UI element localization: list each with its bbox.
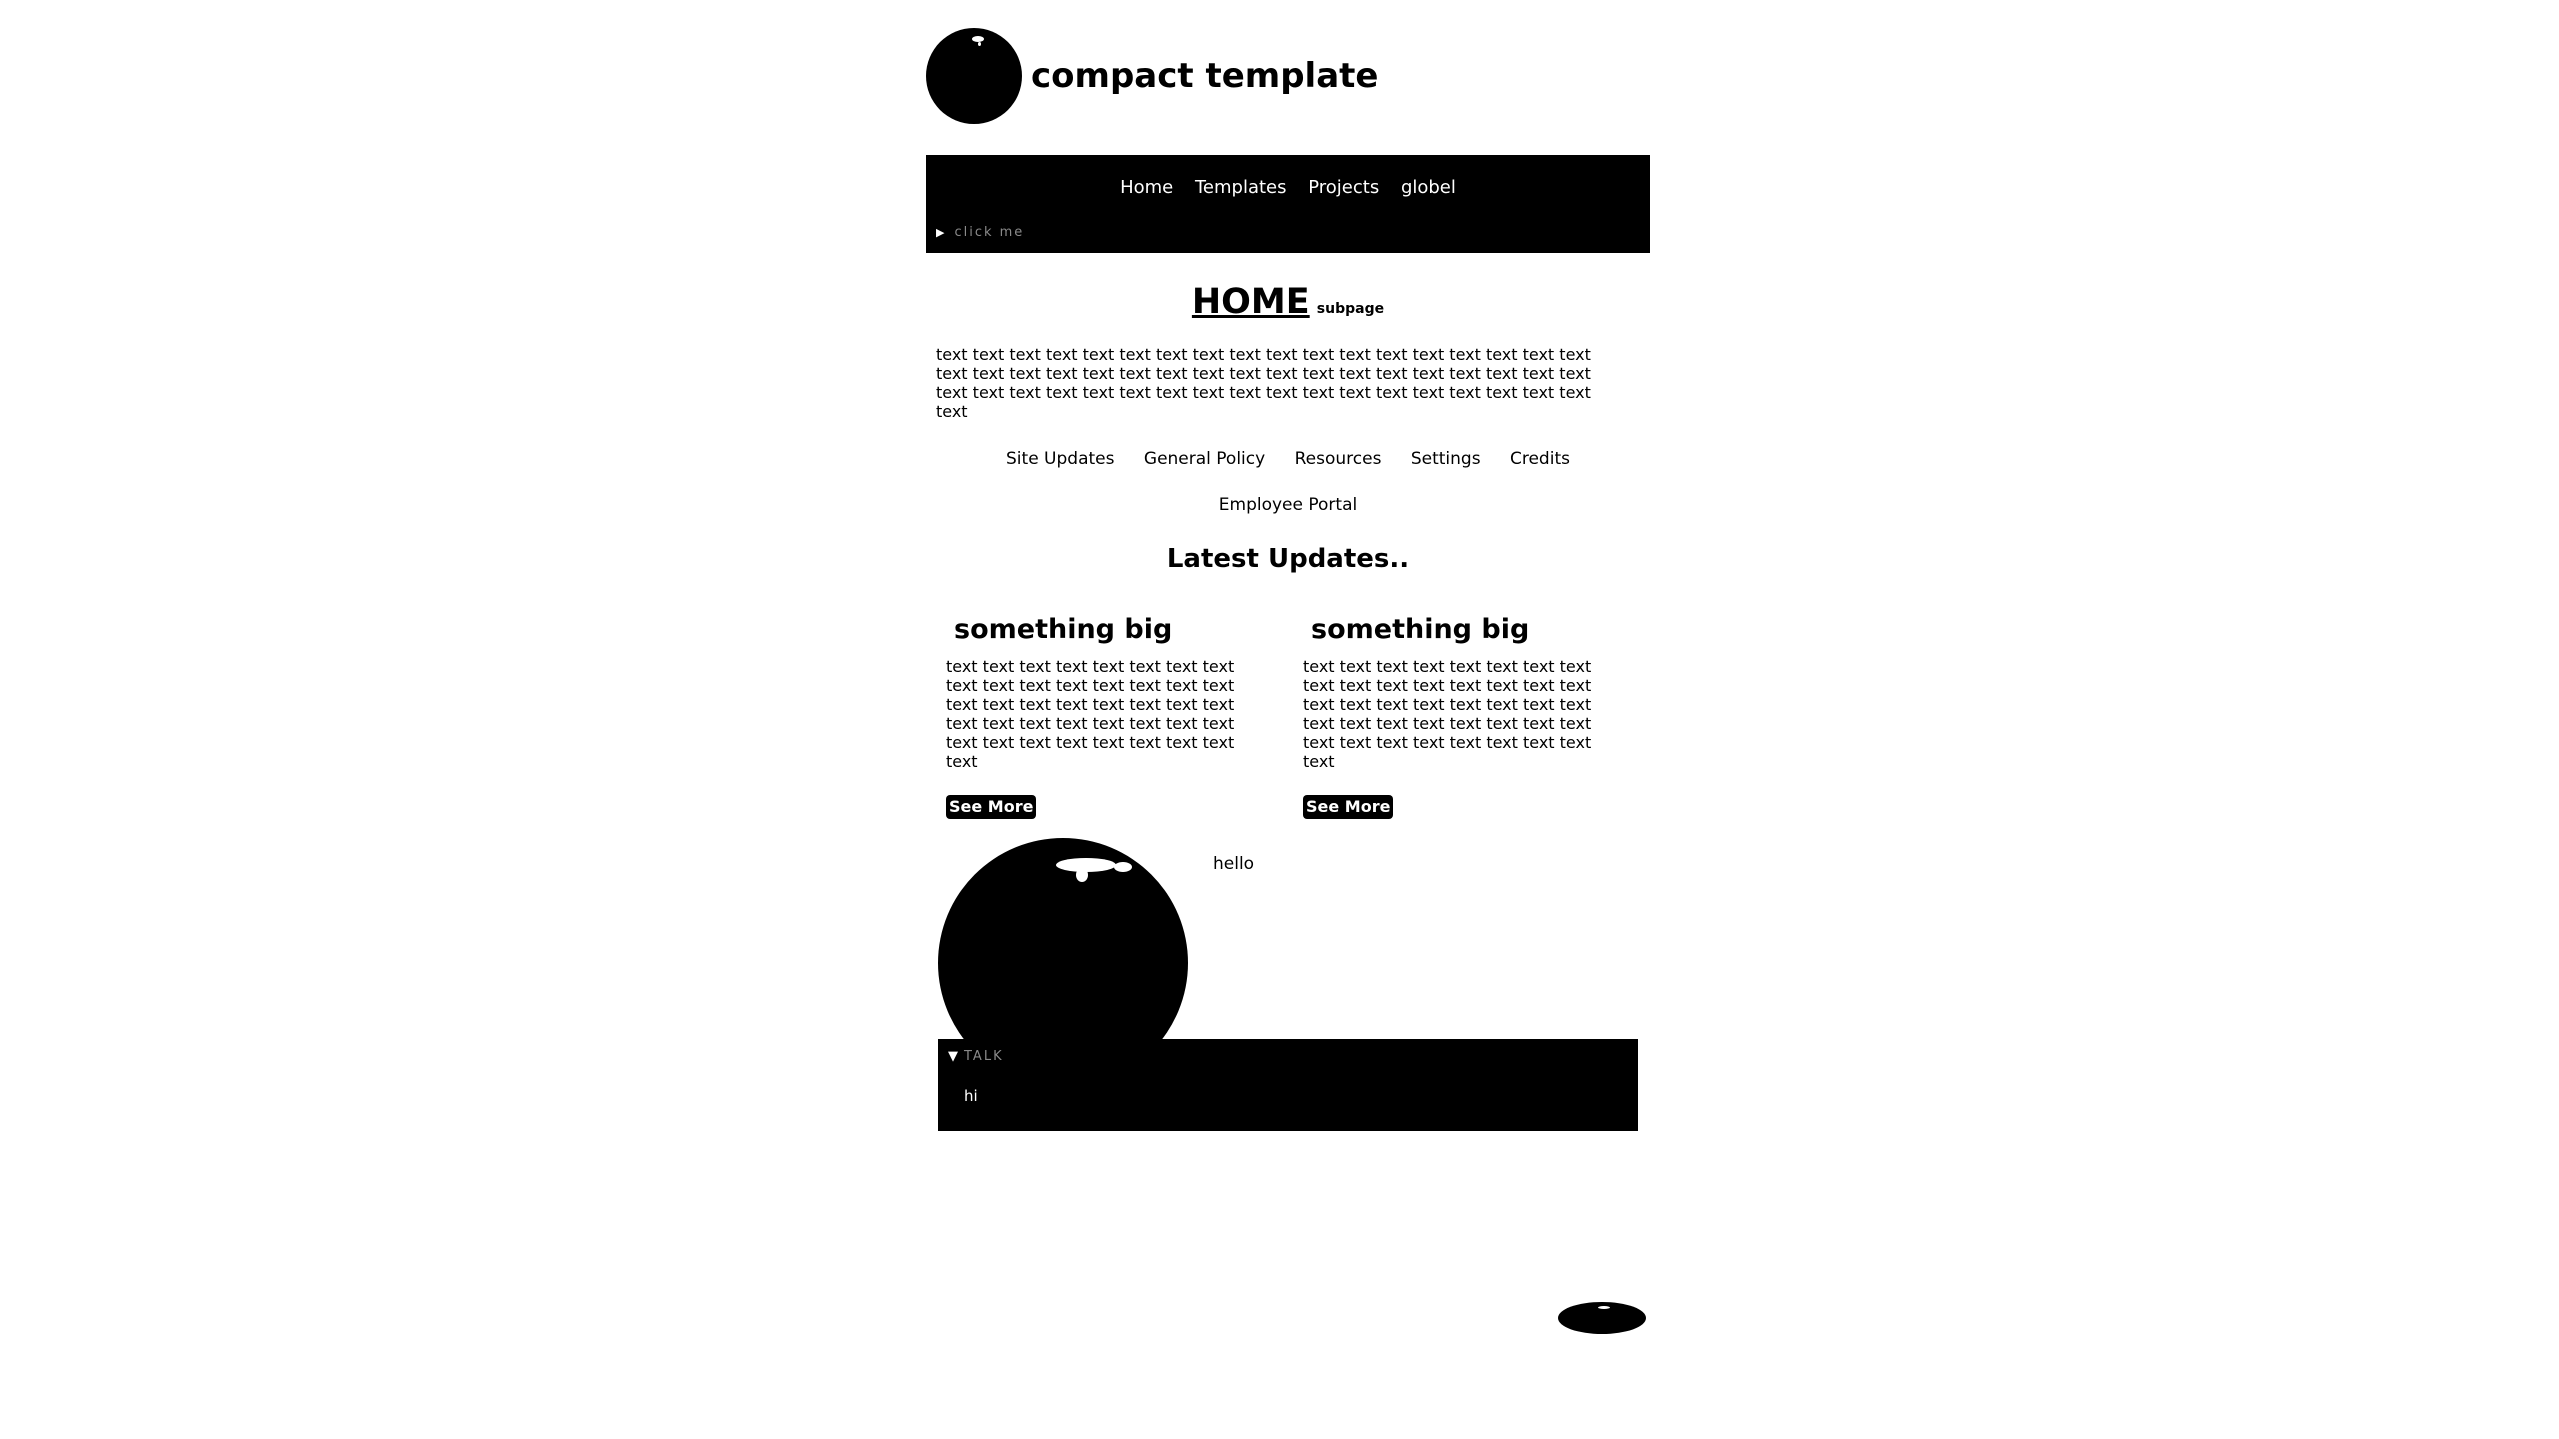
nav-list [926, 175, 1650, 201]
talk-label: TALK [964, 1049, 1004, 1064]
disclosure-label: click me [954, 225, 1025, 240]
card-body: text text text text text text text text text text text text text text text text text text text text text text text text text text text text text text text text text text text text text text text text text [946, 657, 1235, 771]
talk-disclosure[interactable] [938, 1039, 1638, 1131]
page-subtitle: subpage [1316, 301, 1385, 317]
update-card [946, 613, 1256, 819]
updates-heading: Latest Updates.. [1166, 544, 1410, 574]
page [926, 0, 1650, 1439]
link-settings[interactable]: Settings [1410, 449, 1481, 469]
link-general-policy[interactable]: General Policy [1143, 449, 1266, 469]
site-title: compact template [1031, 56, 1379, 96]
update-card [1303, 613, 1613, 819]
page-title: HOME [1191, 282, 1310, 322]
orb-shine [1598, 1306, 1610, 1309]
nav-item-projects[interactable]: Projects [1308, 177, 1380, 198]
card-title: something big [954, 614, 1173, 645]
orb-shine [978, 42, 981, 46]
orb-shine [1076, 868, 1088, 882]
intro-paragraph: text text text text text text text text text text text text text text text text text text text text text text text text text text text text text text text text text text text text text text text text text text text text text text text text text text text text text text text [936, 345, 1591, 421]
card-title: something big [1311, 614, 1530, 645]
see-more-button[interactable]: See More [946, 795, 1036, 819]
links-row-2 [926, 493, 1650, 517]
link-credits[interactable]: Credits [1509, 449, 1570, 469]
click-me-disclosure[interactable] [936, 225, 1024, 240]
see-more-button[interactable]: See More [1303, 795, 1393, 819]
link-employee-portal[interactable]: Employee Portal [1218, 495, 1358, 515]
nav-item-templates[interactable]: Templates [1194, 177, 1287, 198]
orb-shine [972, 36, 984, 42]
talk-summary[interactable] [948, 1049, 1004, 1064]
link-site-updates[interactable]: Site Updates [1006, 449, 1115, 469]
triangle-down-icon: ▼ [948, 1049, 958, 1064]
page-heading [926, 282, 1650, 322]
link-resources[interactable]: Resources [1294, 449, 1382, 469]
talk-content: hi [964, 1087, 978, 1105]
navbar [926, 155, 1650, 253]
nav-item-home[interactable]: Home [1120, 177, 1174, 198]
hello-text: hello [1213, 854, 1255, 874]
links-row [926, 447, 1650, 471]
card-body: text text text text text text text text text text text text text text text text text text text text text text text text text text text text text text text text text text text text text text text text text [1303, 657, 1592, 771]
nav-item-globel[interactable]: globel [1400, 177, 1456, 198]
logo-orb-icon[interactable] [926, 28, 1022, 124]
footer-orb-icon[interactable] [1558, 1302, 1646, 1334]
triangle-right-icon: ▶ [936, 226, 945, 239]
orb-shine [1114, 862, 1132, 872]
